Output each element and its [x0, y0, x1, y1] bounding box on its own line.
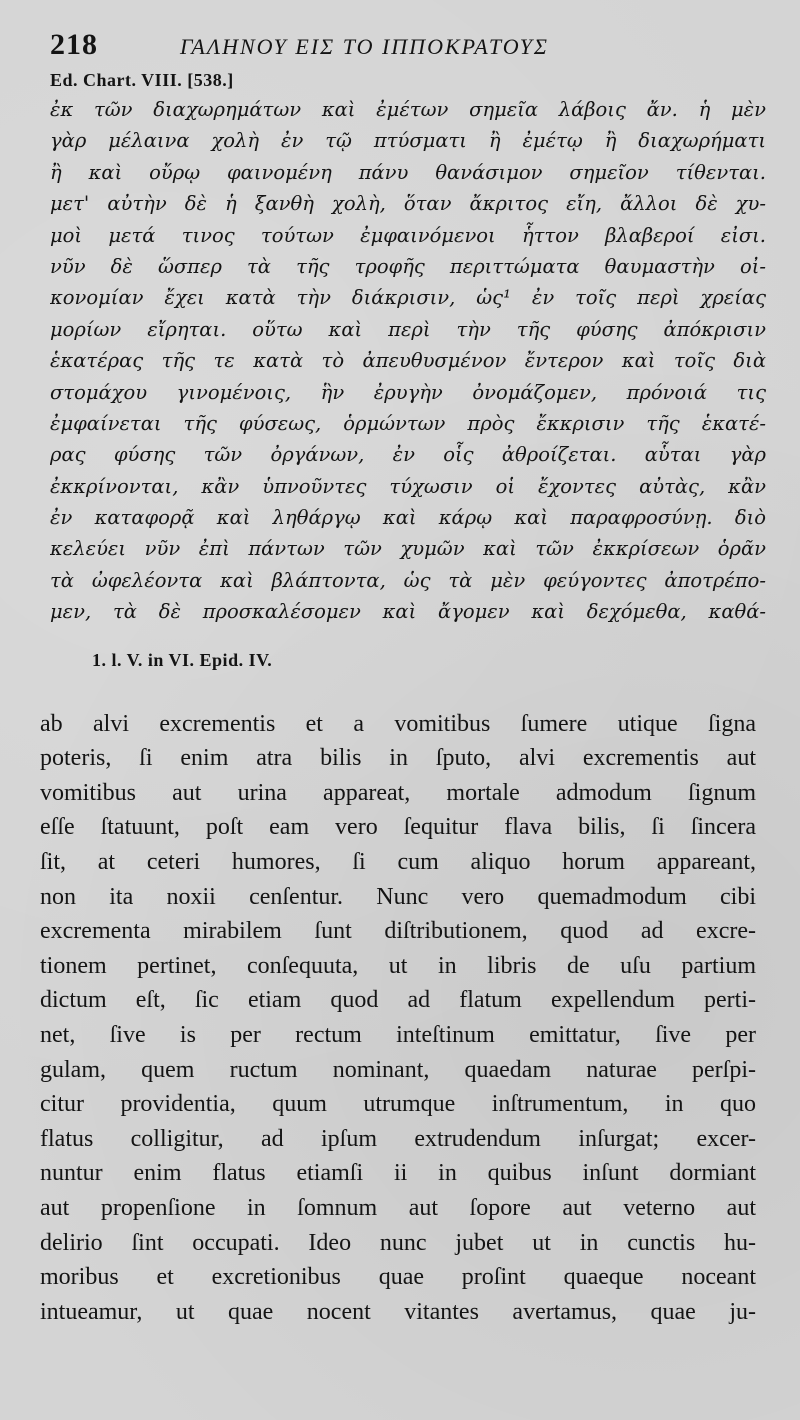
greek-text-block — [50, 94, 766, 628]
latin-line: ab alvi excrementis et a vomitibus ſumere utique ſigna — [40, 710, 756, 737]
latin-line: vomitibus aut urina appareat, mortale admodum ſignum — [40, 779, 756, 806]
footnote: 1. l. V. in VI. Epid. IV. — [92, 649, 273, 670]
latin-line: excrementa mirabilem ſunt diſtributionem, quod ad excre- — [40, 918, 756, 945]
greek-line: ἑκατέρας τῆς τε κατὰ τὸ ἀπευθυσμένον ἔντερον καὶ τοῖς διὰ — [50, 349, 766, 373]
latin-line: ſit, at ceteri humores, ſi cum aliquo horum appareant, — [40, 849, 756, 876]
greek-line: μοὶ μετά τινος τούτων ἐμφαινόμενοι ἧττον βλαβεροί εἰσι. — [50, 223, 766, 247]
latin-text-block — [40, 707, 756, 1330]
latin-line: dictum eſt, ſic etiam quod ad flatum expellendum perti- — [40, 987, 756, 1014]
latin-line: aut propenſione in ſomnum aut ſopore aut veterno aut — [40, 1194, 756, 1221]
greek-line: γὰρ μέλαινα χολὴ ἐν τῷ πτύσματι ἢ ἐμέτῳ ἢ διαχωρήματι — [50, 129, 766, 153]
latin-line: eſſe ſtatuunt, poſt eam vero ſequitur flava bilis, ſi ſincera — [40, 814, 756, 841]
latin-line: citur providentia, quum utrumque inſtrumentum, in quo — [40, 1091, 756, 1118]
latin-line: moribus et excretionibus quae proſint quaeque noceant — [40, 1264, 756, 1291]
greek-line: ἐκκρίνονται, κἂν ὑπνοῦντες τύχωσιν οἱ ἔχοντες αὐτὰς, κἂν — [50, 474, 766, 498]
latin-line: poteris, ſi enim atra bilis in ſputo, alvi excrementis aut — [40, 745, 756, 772]
greek-line: κελεύει νῦν ἐπὶ πάντων τῶν χυμῶν καὶ τῶν ἐκκρίσεων ὁρᾶν — [50, 537, 766, 561]
latin-line: flatus colligitur, ad ipſum extrudendum inſurgat; excer- — [40, 1125, 756, 1152]
latin-line: delirio ſint occupati. Ideo nunc jubet ut in cunctis hu- — [40, 1229, 756, 1256]
greek-line: ἐν καταφορᾷ καὶ ληθάργῳ καὶ κάρῳ καὶ παραφροσύνῃ. διὸ — [50, 506, 766, 530]
latin-line: nuntur enim flatus etiamſi ii in quibus inſunt dormiant — [40, 1160, 756, 1187]
latin-line: tionem pertinet, conſequuta, ut in libris de uſu partium — [40, 952, 756, 979]
greek-line: μορίων εἴρηται. οὕτω καὶ περὶ τὴν τῆς φύσης ἀπόκρισιν — [50, 317, 766, 341]
latin-line: non ita noxii cenſentur. Nunc vero quemadmodum cibi — [40, 883, 756, 910]
greek-line: στομάχου γινομένοις, ἣν ἐρυγὴν ὀνομάζομεν, πρόνοιά τις — [50, 380, 766, 404]
latin-line: net, ſive is per rectum inteſtinum emittatur, ſive per — [40, 1021, 756, 1048]
greek-line: μεν, τὰ δὲ προσκαλέσομεν καὶ ἄγομεν καὶ δεχόμεθα, καθά- — [50, 600, 766, 624]
greek-line: τὰ ὠφελέοντα καὶ βλάπτοντα, ὡς τὰ μὲν φεύγοντες ἀποτρέπο- — [50, 568, 766, 592]
page-number: 218 — [50, 28, 98, 61]
latin-line: intueamur, ut quae nocent vitantes avertamus, quae ju- — [40, 1298, 756, 1325]
greek-line: νῦν δὲ ὥσπερ τὰ τῆς τροφῆς περιττώματα θαυμαστὴν οἰ- — [50, 254, 766, 278]
greek-line: κονομίαν ἔχει κατὰ τὴν διάκρισιν, ὡς¹ ἐν τοῖς περὶ χρείας — [50, 286, 766, 310]
greek-line: ρας φύσης τῶν ὀργάνων, ἐν οἷς ἀθροίζεται. αὗται γὰρ — [50, 443, 766, 467]
greek-line: ἐκ τῶν διαχωρημάτων καὶ ἐμέτων σημεῖα λάβοις ἄν. ἡ μὲν — [50, 98, 766, 121]
edition-reference: Ed. Chart. VIII. [538.] — [50, 70, 234, 90]
running-title: ΓΑΛΗΝΟΥ ΕΙΣ ΤΟ ΙΠΠΟΚΡΑΤΟΥΣ — [180, 34, 550, 59]
running-head — [50, 28, 764, 68]
greek-line: ἐμφαίνεται τῆς φύσεως, ὁρμώντων πρὸς ἔκκρισιν τῆς ἑκατέ- — [50, 411, 766, 435]
latin-line: gulam, quem ructum nominant, quaedam naturae perſpi- — [40, 1056, 756, 1083]
greek-line: μετ' αὐτὴν δὲ ἡ ξανθὴ χολὴ, ὅταν ἄκριτος εἴη, ἄλλοι δὲ χυ- — [50, 192, 766, 216]
greek-line: ἢ καὶ οὔρῳ φαινομένη πάνυ θανάσιμον σημεῖον τίθενται. — [50, 160, 766, 184]
